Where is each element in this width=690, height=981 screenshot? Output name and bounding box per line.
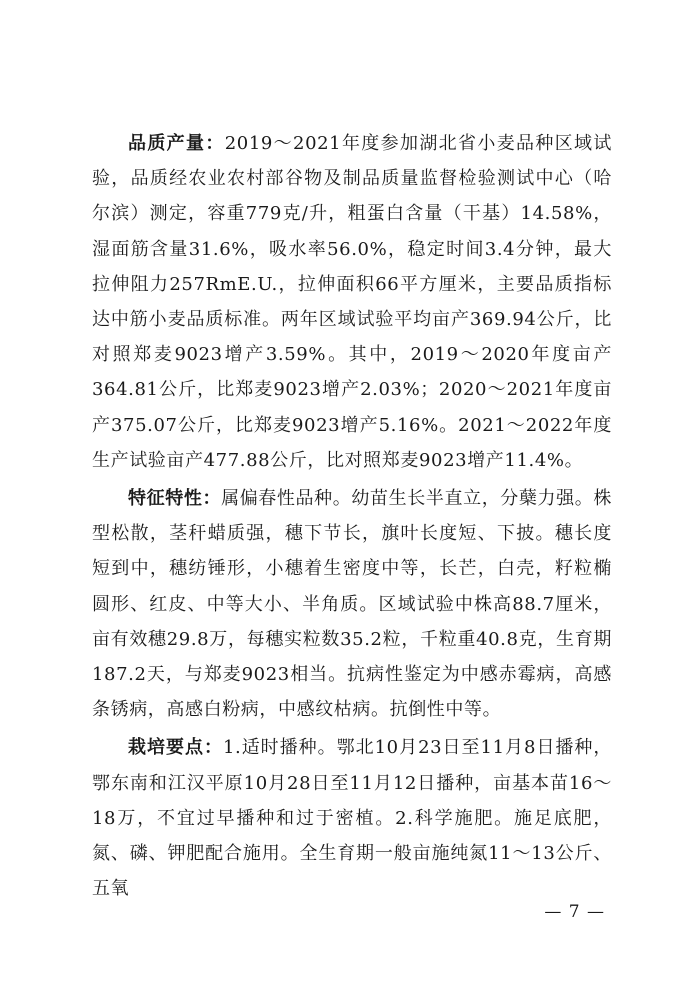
paragraph-cultivation bbox=[92, 730, 612, 906]
paragraph-characteristics bbox=[92, 481, 612, 727]
paragraph-quality-yield bbox=[92, 126, 612, 478]
page-number: — 7 — bbox=[544, 902, 605, 922]
paragraph-heading: 特征特性： bbox=[128, 488, 222, 510]
paragraph-text: 1.适时播种。鄂北10月23日至11月8日播种，鄂东南和江汉平原10月28日至11月12日播种，亩基本苗16～18万，不宜过早播种和过于密植。2.科学施肥。施足底肥，氮、磷、钾肥配合施用。全生育期一般亩施纯氮11～13公斤、五氧 bbox=[92, 737, 612, 900]
document-body bbox=[92, 126, 612, 909]
paragraph-heading: 品质产量： bbox=[128, 133, 225, 154]
paragraph-text: 2019～2021年度参加湖北省小麦品种区域试验，品质经农业农村部谷物及制品质量监督检验测试中心（哈尔滨）测定，容重779克/升，粗蛋白含量（干基）14.58%，湿面筋含量31.6%，吸水率56.0%，稳定时间3.4分钟，最大拉伸阻力257RmE.U.，拉伸面积66平方厘米，主要品质指标达中筋小麦品质标准。两年区域试验平均亩产369.94公斤，比对照郑麦9023增产3.59%。其中，2019～2020年度亩产364.81公斤，比郑麦9023增产2.03%；2020～2021年度亩产375.07公斤，比郑麦9023增产5.16%。2021～2022年度生产试验亩产477.88公斤，比对照郑麦9023增产11.4%。 bbox=[92, 133, 613, 471]
paragraph-text: 属偏春性品种。幼苗生长半直立，分蘖力强。株型松散，茎秆蜡质强，穗下节长，旗叶长度短、下披。穗长度短到中，穗纺锤形，小穗着生密度中等，长芒，白壳，籽粒椭圆形、红皮、中等大小、半角质。区域试验中株高88.7厘米，亩有效穗29.8万，每穗实粒数35.2粒，千粒重40.8克，生育期187.2天，与郑麦9023相当。抗病性鉴定为中感赤霉病，高感条锈病，高感白粉病，中感纹枯病。抗倒性中等。 bbox=[92, 488, 612, 721]
paragraph-heading: 栽培要点： bbox=[128, 737, 223, 759]
